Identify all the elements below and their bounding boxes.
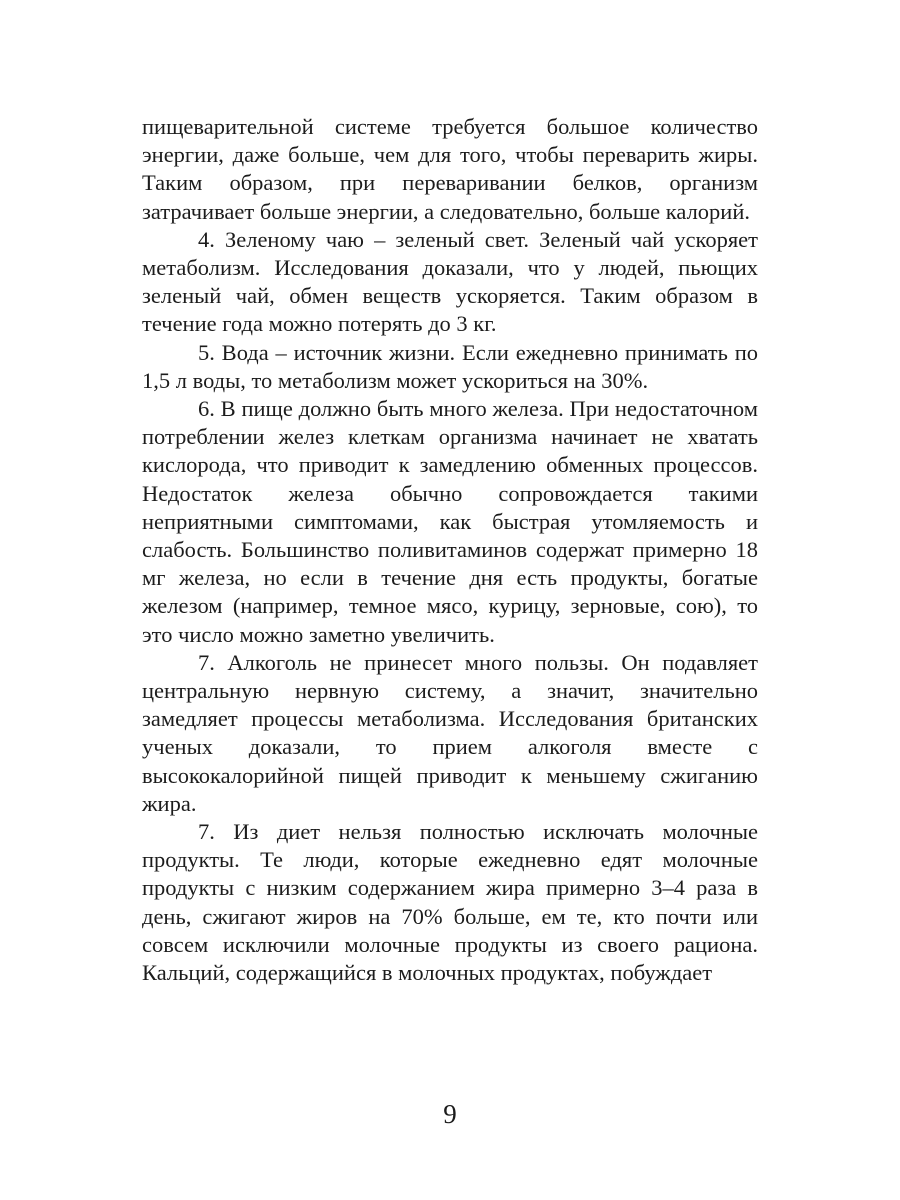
paragraph-item-5-water: 5. Вода – источник жизни. Если ежедневно принимать по 1,5 л воды, то метаболизм может ускориться на 30%. xyxy=(142,339,758,393)
paragraph-item-6-iron: 6. В пище должно быть много железа. При недостаточном потреблении желез клеткам организма начинает не хватать кислорода, что приводит к замедлению обменных процессов. Недостаток железа обычно сопровождается такими неприятными симптомами, как быстрая утомляемость и слабость. Большинство поливитаминов содержат примерно 18 мг железа, но если в течение дня есть продукты, богатые железом (например, темное мясо, курицу, зерновые, сою), то это число можно заметно увеличить. xyxy=(142,396,758,647)
paragraph-item-7-dairy: 7. Из диет нельзя полностью исключать молочные продукты. Те люди, которые ежедневно едят молочные продукты с низким содержанием жира примерно 3–4 раза в день, сжигают жиров на 70% больше, ем те, кто почти или совсем исключили молочные продукты из своего рациона. Кальций, содержащийся в молочных продуктах, побуждает xyxy=(142,819,758,986)
paragraph-item-7-alcohol: 7. Алкоголь не принесет много пользы. Он подавляет центральную нервную систему, а значит, значительно замедляет процессы метаболизма. Исследования британских ученых доказали, то прием алкоголя вместе с высококалорийной пищей приводит к меньшему сжиганию жира. xyxy=(142,649,758,816)
paragraph-continuation: пищеварительной системе требуется большое количество энергии, даже больше, чем для того, чтобы переварить жиры. Таким образом, при переваривании белков, организм затрачивает больше энергии, а следовательно, больше калорий. xyxy=(142,114,758,224)
page-number: 9 xyxy=(443,1099,457,1129)
paragraph-item-4-green-tea: 4. Зеленому чаю – зеленый свет. Зеленый чай ускоряет метаболизм. Исследования доказали, что у людей, пьющих зеленый чай, обмен веществ ускоряется. Таким образом в течение года можно потерять до 3 кг. xyxy=(142,226,758,337)
body-text xyxy=(142,113,758,987)
